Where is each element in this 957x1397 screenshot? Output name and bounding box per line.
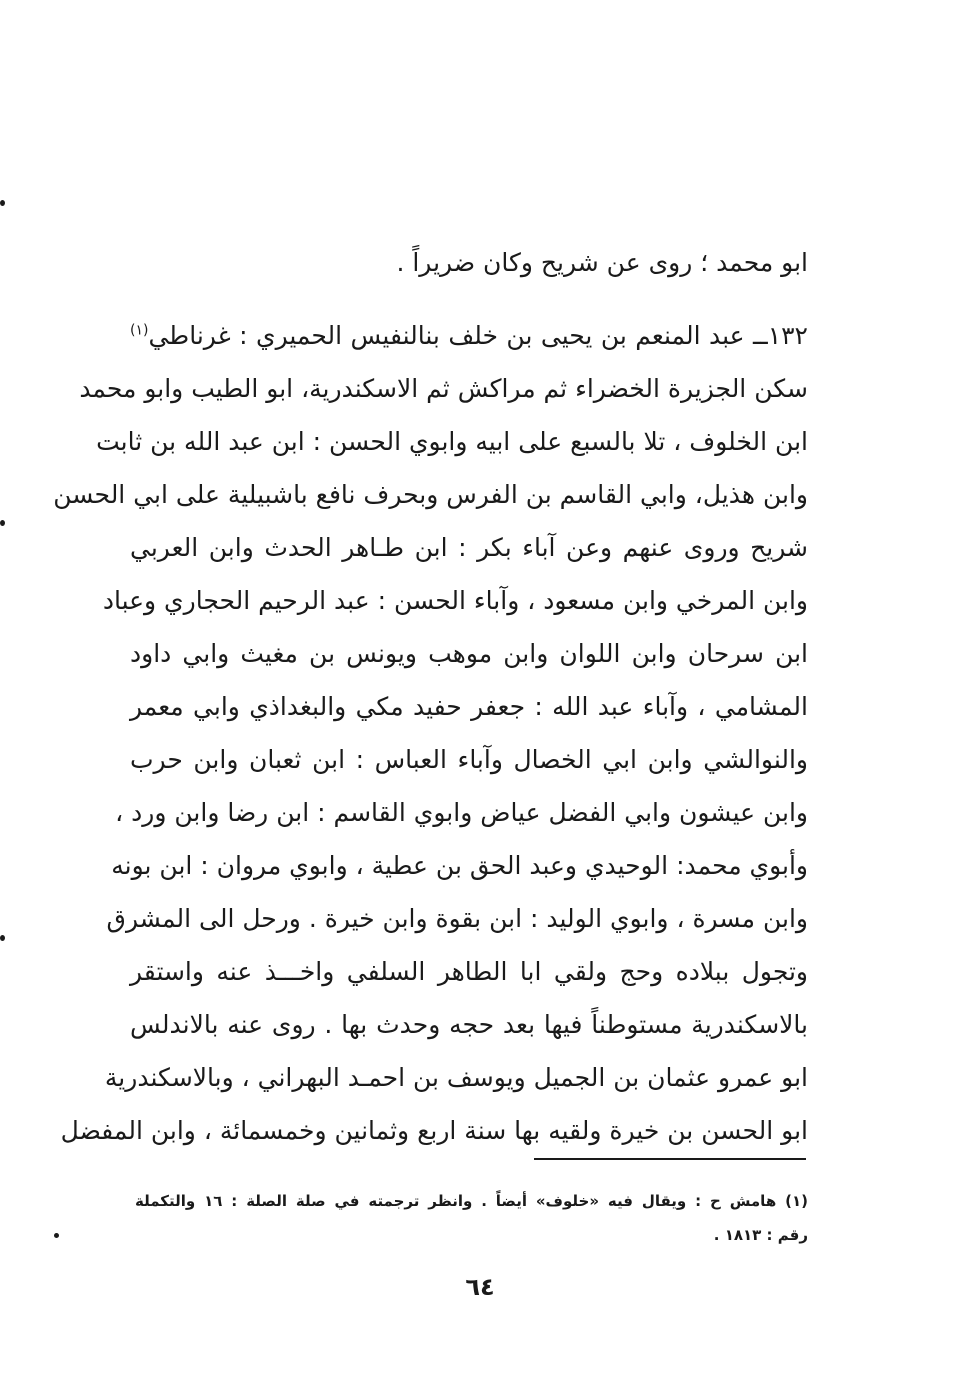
entry-line: وأبوي محمد: الوحيدي وعبد الحق بن عطية ، وابوي مروان : ابن بونه <box>111 851 808 880</box>
entry-line: سكن الجزيرة الخضراء ثم مراكش ثم الاسكندرية، ابو الطيب وابو محمد <box>79 374 808 403</box>
entry-line: وابن مسرة ، وابوي الوليد : ابن بقوة وابن خيرة . ورحل الى المشرق <box>106 904 808 933</box>
entry-line: بالاسكندرية مستوطناً فيها بعد حجه وحدث بها . روى عنه بالاندلس <box>130 1010 808 1039</box>
page-number: ٦٤ <box>465 1273 495 1301</box>
entry-line: شريح وروى عنهم وعن آباء بكر : ابن طـاهر الحدث وابن العربي <box>130 533 808 562</box>
entry-line: المشامي ، وآباء عبد الله : جعفر حفيد مكي والبغداذي وابي معمر <box>130 692 808 721</box>
entry-line: ابن سرحان وابن اللوان وابن موهب ويونس بن مغيث وابي داود <box>130 639 808 668</box>
entry-line: وابن المرخي وابن مسعود ، وآباء الحسن : عبد الرحيم الحجاري وعباد <box>102 586 808 615</box>
margin-mark <box>54 1233 59 1238</box>
biography-entry <box>53 309 808 1157</box>
entry-line: وابن هذيل، وابي القاسم بن الفرس وبحرف نافع باشبيلية على ابي الحسن <box>53 480 808 509</box>
entry-line: ابن الخلوف ، تلا بالسبع على ابيه وابوي الحسن : ابن عبد الله بن ثابت <box>96 427 808 456</box>
entry-line-1-text: ١٣٢ــ عبد المنعم بن يحيى بن خلف بنالنفيس الحميري : غرناطي <box>148 321 808 350</box>
entry-line: وتجول ببلاده وحج ولقي ابا الطاهر السلفي واخـــذ عنه واستقر <box>130 957 808 986</box>
footnote <box>135 1184 808 1252</box>
entry-line: ابو الحسن بن خيرة ولقيه بها سنة اربع وثمانين وخمسمائة ، وابن المفضل <box>60 1116 808 1145</box>
footnote-line: رقم : ١٨١٣ . <box>713 1226 808 1244</box>
footnote-reference: (١) <box>130 322 149 339</box>
margin-mark <box>0 520 5 526</box>
entry-line: ابو عمرو عثمان بن الجميل ويوسف بن احمـد البهراني ، وبالاسكندرية <box>104 1063 808 1092</box>
entry-line: وابن عيشون وابي الفضل عياض وابوي القاسم : ابن رضا وابن ورد ، <box>115 798 808 827</box>
footnote-separator <box>534 1158 806 1160</box>
margin-mark <box>0 935 5 941</box>
entry-line-1 <box>130 309 808 362</box>
margin-mark <box>0 200 5 206</box>
continuation-line: ابو محمد ؛ روى عن شريح وكان ضريراً . <box>396 248 808 277</box>
entry-line: والنوالشي وابن ابي الخصال وآباء العباس : ابن ثعبان وابن حرب <box>130 745 808 774</box>
footnote-line: (١) هامش ح : ويقال فيه «خلوف» أيضاً . وانظر ترجمته في صلة الصلة : ١٦ والتكملة <box>135 1192 808 1210</box>
